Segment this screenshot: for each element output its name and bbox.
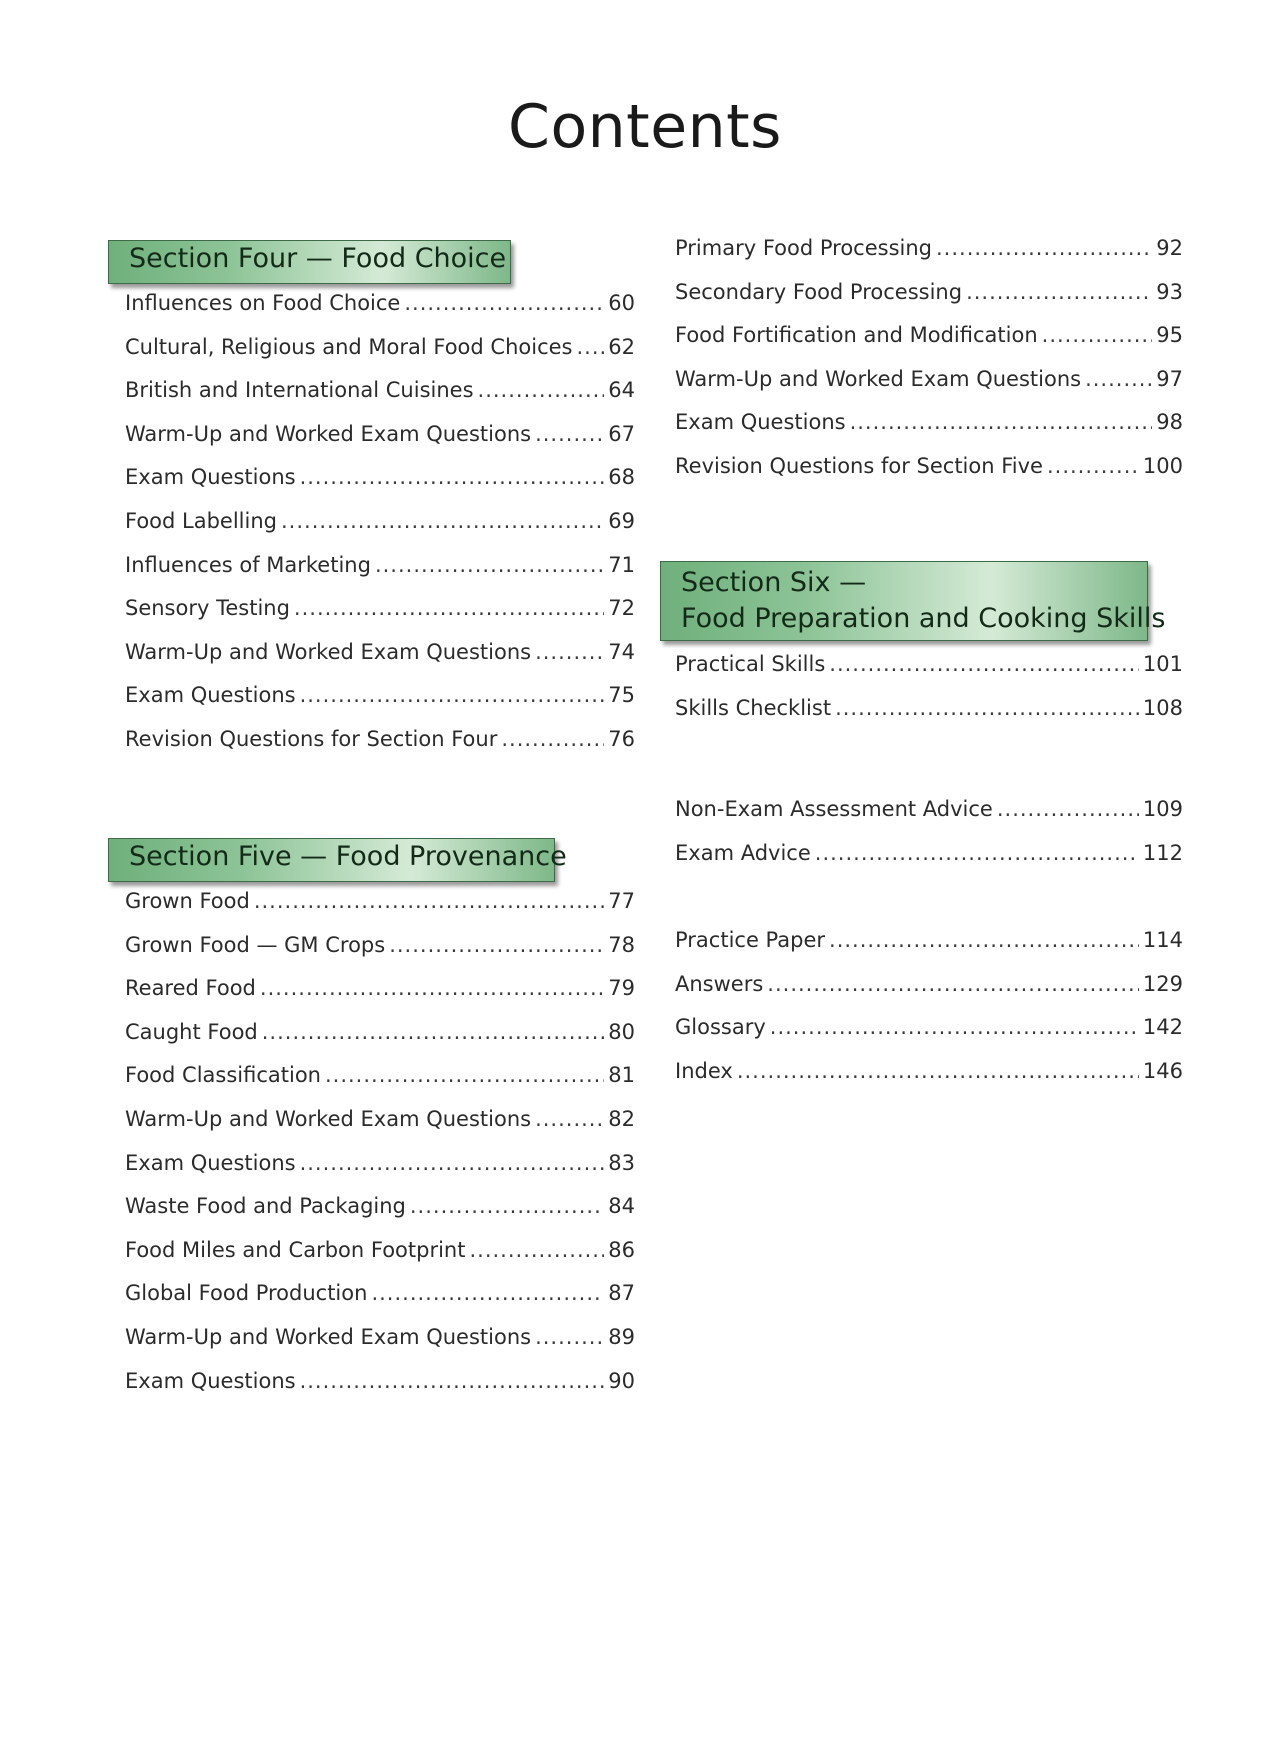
toc-entry-page: 80: [608, 1019, 635, 1044]
leader-dots: [300, 1369, 605, 1393]
toc-entry[interactable]: [125, 1325, 635, 1369]
toc-entry-page: 68: [608, 465, 635, 490]
toc-entry-page: 97: [1156, 366, 1183, 391]
toc-entry-page: 77: [608, 889, 635, 913]
toc-entry-page: 93: [1156, 279, 1183, 304]
leader-dots: [501, 727, 604, 751]
leader-dots: [997, 797, 1139, 821]
leader-dots: [936, 236, 1152, 260]
leader-dots: [371, 1281, 604, 1305]
toc-entry[interactable]: [125, 683, 635, 727]
page-title: Contents: [508, 92, 782, 162]
toc-entry-title: Warm-Up and Worked Exam Questions: [125, 639, 532, 664]
toc-entry[interactable]: [125, 976, 635, 1020]
leader-dots: [254, 889, 604, 913]
leader-dots: [770, 1015, 1139, 1039]
toc-entry-page: 83: [608, 1150, 635, 1175]
leader-dots: [535, 422, 604, 446]
toc-entry-title: Food Labelling: [125, 508, 277, 533]
section-four-list: [125, 291, 635, 771]
toc-entry-page: 84: [608, 1194, 635, 1219]
toc-entry-page: 92: [1156, 236, 1183, 260]
toc-entry[interactable]: [125, 465, 635, 509]
leader-dots: [325, 1063, 604, 1087]
toc-entry-page: 60: [608, 291, 635, 315]
toc-entry-page: 108: [1142, 695, 1183, 720]
toc-entry-page: 74: [608, 639, 635, 664]
toc-entry-title: Skills Checklist: [675, 695, 832, 720]
toc-entry-title: Answers: [675, 971, 764, 996]
toc-entry-page: 64: [608, 378, 635, 403]
toc-entry-page: 98: [1156, 410, 1183, 435]
leader-dots: [410, 1194, 604, 1218]
toc-entry[interactable]: [125, 422, 635, 466]
leader-dots: [1042, 323, 1153, 347]
toc-entry[interactable]: [675, 454, 1183, 498]
toc-entry-page: 78: [608, 932, 635, 957]
toc-entry[interactable]: [125, 889, 635, 933]
leader-dots: [737, 1059, 1139, 1083]
toc-entry-page: 100: [1142, 453, 1183, 478]
toc-entry-title: Warm-Up and Worked Exam Questions: [125, 1106, 532, 1131]
toc-entry-title: British and International Cuisines: [125, 378, 474, 403]
toc-entry[interactable]: [675, 1059, 1183, 1103]
leader-dots: [300, 683, 605, 707]
advice-list: [675, 797, 1183, 884]
leader-dots: [835, 696, 1139, 720]
toc-entry[interactable]: [675, 797, 1183, 841]
toc-entry[interactable]: [125, 1063, 635, 1107]
toc-entry[interactable]: [125, 596, 635, 640]
leader-dots: [1085, 367, 1152, 391]
leader-dots: [1047, 454, 1139, 478]
toc-entry[interactable]: [675, 652, 1183, 696]
leader-dots: [966, 280, 1152, 304]
leader-dots: [767, 972, 1139, 996]
toc-entry-page: 79: [608, 976, 635, 1001]
toc-entry-title: Practice Paper: [675, 928, 826, 952]
section-six-heading-line2: Food Preparation and Cooking Skills: [681, 603, 1166, 634]
leader-dots: [535, 1325, 604, 1349]
toc-entry-title: Food Miles and Carbon Footprint: [125, 1237, 466, 1262]
leader-dots: [375, 553, 604, 577]
leader-dots: [815, 841, 1139, 865]
toc-entry-title: Glossary: [675, 1015, 766, 1040]
toc-entry-title: Food Classification: [125, 1063, 321, 1088]
toc-entry[interactable]: [675, 972, 1183, 1016]
toc-entry[interactable]: [125, 335, 635, 379]
toc-entry[interactable]: [675, 928, 1183, 972]
toc-entry-title: Warm-Up and Worked Exam Questions: [675, 366, 1082, 391]
toc-entry-page: 67: [608, 421, 635, 446]
leader-dots: [260, 976, 604, 1000]
toc-entry-page: 75: [608, 683, 635, 708]
toc-entry-title: Sensory Testing: [125, 596, 290, 621]
toc-entry[interactable]: [125, 640, 635, 684]
toc-entry-title: Reared Food: [125, 976, 256, 1001]
toc-entry[interactable]: [675, 323, 1183, 367]
leader-dots: [294, 596, 604, 620]
toc-entry-title: Grown Food: [125, 889, 250, 913]
toc-entry-page: 62: [608, 334, 635, 359]
toc-entry[interactable]: [125, 1020, 635, 1064]
leader-dots: [576, 335, 604, 359]
back-matter-list: [675, 928, 1183, 1102]
toc-entry[interactable]: [675, 410, 1183, 454]
leader-dots: [262, 1020, 605, 1044]
toc-entry-title: Influences on Food Choice: [125, 291, 401, 315]
toc-entry[interactable]: [675, 236, 1183, 280]
toc-entry-title: Exam Questions: [125, 683, 296, 708]
toc-entry[interactable]: [125, 1238, 635, 1282]
toc-entry-title: Revision Questions for Section Five: [675, 453, 1043, 478]
toc-entry[interactable]: [125, 1281, 635, 1325]
toc-entry-page: 90: [608, 1368, 635, 1393]
toc-entry-page: 82: [608, 1106, 635, 1131]
toc-entry-page: 95: [1156, 323, 1183, 348]
section-five-continued-list: [675, 236, 1183, 498]
toc-entry-page: 76: [608, 726, 635, 751]
leader-dots: [300, 1151, 605, 1175]
section-five-heading: Section Five — Food Provenance: [108, 838, 555, 882]
toc-entry-page: 86: [608, 1237, 635, 1262]
toc-entry[interactable]: [675, 841, 1183, 885]
toc-entry[interactable]: [125, 553, 635, 597]
toc-entry-title: Exam Questions: [125, 465, 296, 490]
toc-entry[interactable]: [675, 280, 1183, 324]
toc-entry-title: Exam Questions: [675, 410, 846, 435]
toc-entry-page: 109: [1142, 797, 1183, 821]
section-six-heading-line1: Section Six —: [681, 567, 867, 598]
toc-entry-title: Primary Food Processing: [675, 236, 932, 260]
toc-entry-title: Secondary Food Processing: [675, 279, 963, 304]
toc-entry-title: Practical Skills: [675, 652, 826, 676]
leader-dots: [469, 1238, 604, 1262]
leader-dots: [300, 465, 605, 489]
toc-entry-page: 81: [608, 1063, 635, 1088]
toc-entry-page: 69: [608, 508, 635, 533]
toc-entry[interactable]: [125, 291, 635, 335]
toc-entry-title: Caught Food: [125, 1019, 258, 1044]
toc-entry-page: 112: [1142, 840, 1183, 865]
toc-entry-title: Influences of Marketing: [125, 552, 371, 577]
toc-entry-page: 71: [608, 552, 635, 577]
toc-entry[interactable]: [125, 727, 635, 771]
leader-dots: [389, 933, 604, 957]
section-six-heading: [660, 561, 1166, 641]
leader-dots: [829, 928, 1139, 952]
toc-entry-title: Revision Questions for Section Four: [125, 726, 498, 751]
toc-entry[interactable]: [675, 367, 1183, 411]
toc-entry-title: Warm-Up and Worked Exam Questions: [125, 421, 532, 446]
leader-dots: [535, 1107, 604, 1131]
section-five-list: [125, 889, 635, 1412]
toc-entry[interactable]: [125, 509, 635, 553]
toc-entry-page: 72: [608, 596, 635, 621]
toc-entry[interactable]: [675, 1015, 1183, 1059]
toc-entry-title: Index: [675, 1058, 733, 1083]
leader-dots: [404, 291, 604, 315]
toc-entry[interactable]: [125, 1107, 635, 1151]
toc-entry[interactable]: [125, 1369, 635, 1413]
toc-entry-page: 87: [608, 1281, 635, 1306]
section-six-list: [675, 652, 1183, 739]
toc-entry-title: Cultural, Religious and Moral Food Choices: [125, 334, 573, 359]
toc-entry-page: 89: [608, 1324, 635, 1349]
toc-entry-title: Waste Food and Packaging: [125, 1194, 406, 1219]
section-four-heading: Section Four — Food Choice: [108, 240, 511, 284]
toc-entry-title: Exam Advice: [675, 840, 811, 865]
toc-entry[interactable]: [675, 696, 1183, 740]
toc-entry-title: Grown Food — GM Crops: [125, 932, 386, 957]
leader-dots: [829, 652, 1139, 676]
toc-entry[interactable]: [125, 933, 635, 977]
leader-dots: [281, 509, 604, 533]
toc-entry-title: Warm-Up and Worked Exam Questions: [125, 1324, 532, 1349]
toc-entry-title: Food Fortification and Modification: [675, 323, 1038, 348]
toc-entry-title: Global Food Production: [125, 1281, 368, 1306]
toc-entry-page: 129: [1142, 971, 1183, 996]
toc-entry[interactable]: [125, 1151, 635, 1195]
toc-entry-title: Exam Questions: [125, 1368, 296, 1393]
leader-dots: [535, 640, 604, 664]
leader-dots: [850, 410, 1153, 434]
toc-entry-title: Non-Exam Assessment Advice: [675, 797, 993, 821]
toc-entry-page: 142: [1142, 1015, 1183, 1040]
toc-entry-page: 101: [1142, 652, 1183, 676]
toc-entry-page: 146: [1142, 1058, 1183, 1083]
leader-dots: [478, 378, 605, 402]
toc-entry[interactable]: [125, 1194, 635, 1238]
toc-entry-title: Exam Questions: [125, 1150, 296, 1175]
toc-entry[interactable]: [125, 378, 635, 422]
toc-entry-page: 114: [1142, 928, 1183, 952]
